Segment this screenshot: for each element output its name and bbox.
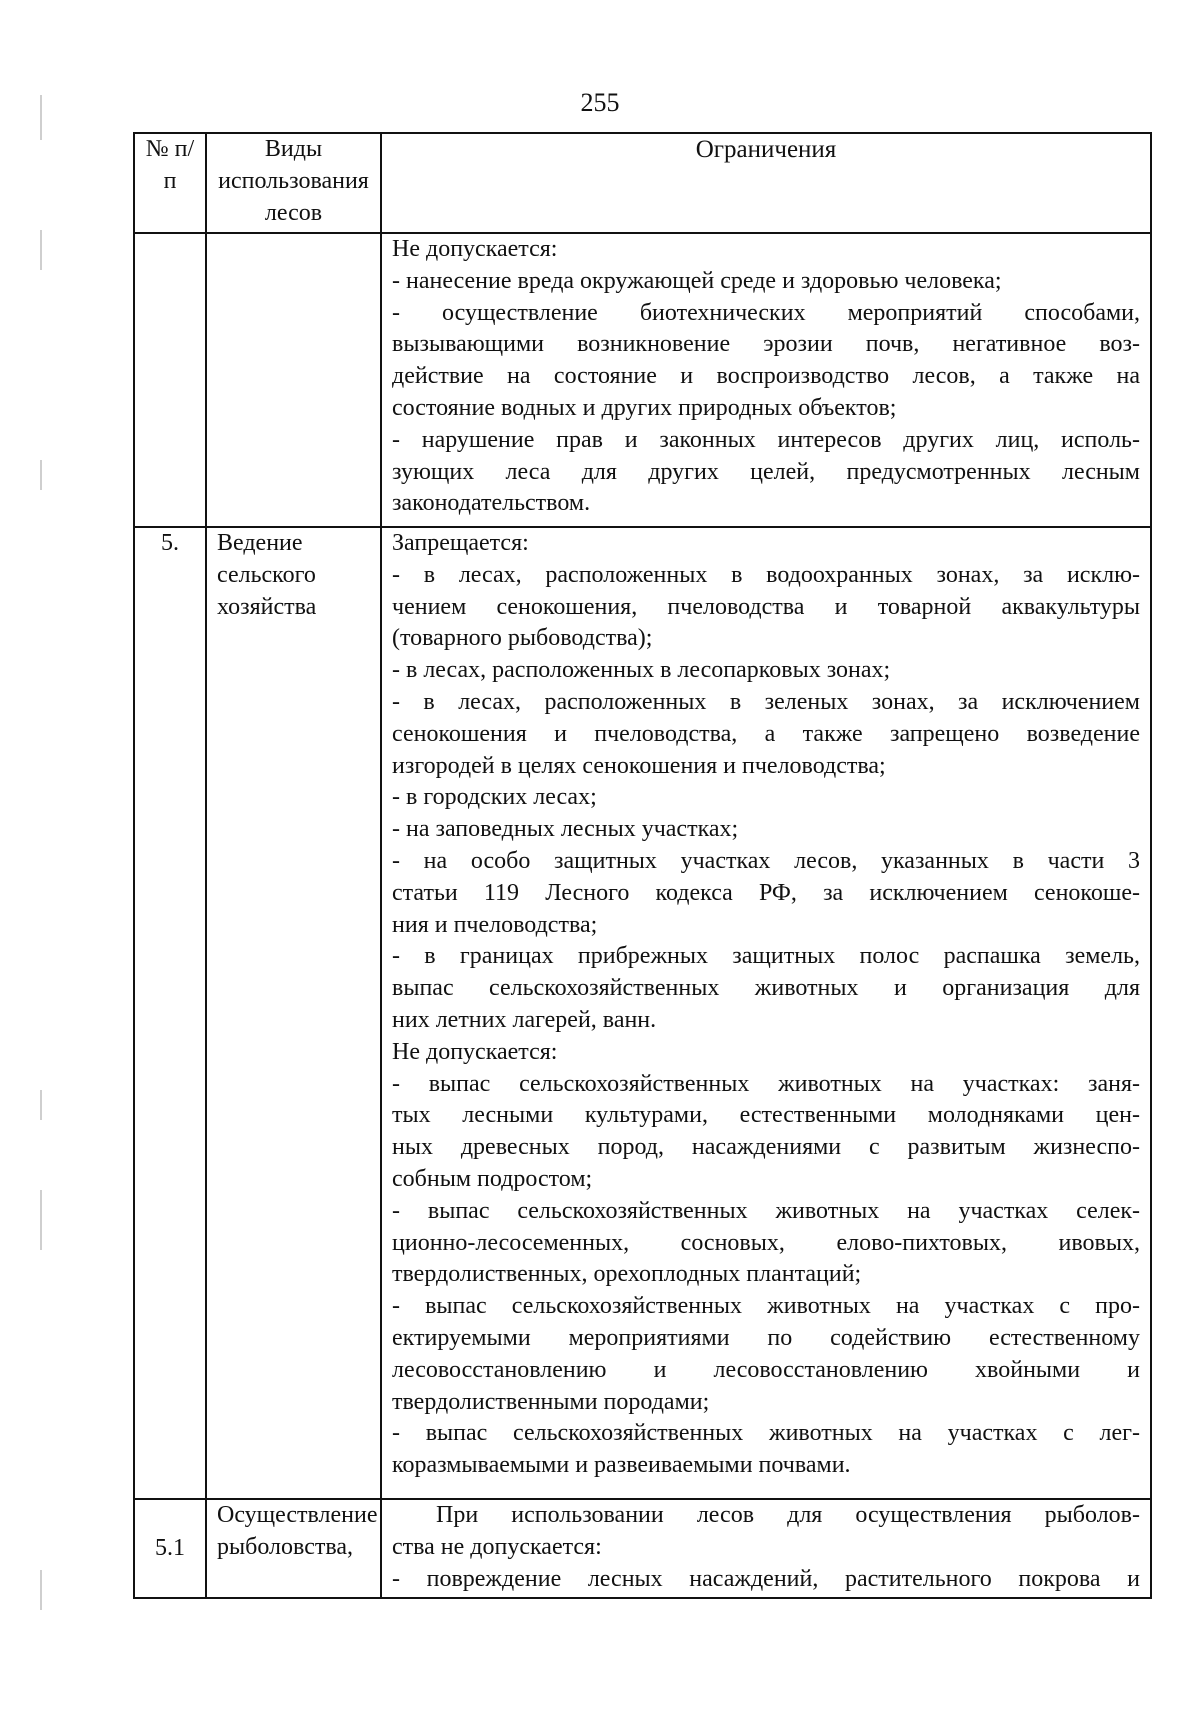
restriction-line: ектируемыми мероприятиями по содействию естественному bbox=[392, 1324, 1140, 1351]
restriction-line: статьи 119 Лесного кодекса РФ, за исключением сенокоше- bbox=[392, 879, 1140, 906]
row-restrictions bbox=[381, 233, 1151, 527]
restriction-line: Не допускается: bbox=[392, 1038, 558, 1065]
restriction-line: действие на состояние и воспроизводство лесов, а также на bbox=[392, 363, 1140, 390]
restriction-line: - в лесах, расположенных в лесопарковых зонах; bbox=[392, 657, 891, 684]
restriction-line: чением сенокошения, пчеловодства и товарной аквакультуры bbox=[392, 593, 1140, 620]
restriction-line: ных древесных пород, насаждениями с развитым жизнеспо- bbox=[392, 1134, 1140, 1161]
restriction-line: изгородей в целях сенокошения и пчеловодства; bbox=[392, 752, 886, 779]
page-number: 255 bbox=[580, 88, 620, 117]
restriction-line: ства не допускается: bbox=[392, 1533, 602, 1560]
restriction-line: - осуществление биотехнических мероприятий способами, bbox=[392, 299, 1140, 326]
table-header-row bbox=[134, 133, 1151, 233]
table-row bbox=[134, 233, 1151, 527]
scan-margin-mark bbox=[40, 1570, 42, 1610]
row-restrictions bbox=[381, 527, 1151, 1499]
row-number: 5. bbox=[134, 527, 206, 1499]
restriction-line: - повреждение лесных насаждений, растительного покрова и bbox=[392, 1565, 1140, 1592]
table-row bbox=[134, 1499, 1151, 1598]
restriction-line: лесовосстановлению и лесовосстановлению хвойными и bbox=[392, 1356, 1140, 1383]
row-restrictions bbox=[381, 1499, 1151, 1598]
restriction-line: твердолиственными породами; bbox=[392, 1388, 710, 1415]
restriction-line: - в границах прибрежных защитных полос распашка земель, bbox=[392, 943, 1140, 970]
scan-margin-mark bbox=[40, 230, 42, 270]
restriction-line: - нанесение вреда окружающей среде и здоровью человека; bbox=[392, 267, 1002, 294]
row-kind: Ведение сельского хозяйства bbox=[206, 527, 381, 1499]
restriction-line: - на особо защитных участках лесов, указанных в части 3 bbox=[392, 847, 1140, 874]
restriction-line: ния и пчеловодства; bbox=[392, 911, 598, 938]
restriction-line: - выпас сельскохозяйственных животных на участках с лег- bbox=[392, 1420, 1140, 1447]
restriction-line: - нарушение прав и законных интересов других лиц, исполь- bbox=[392, 426, 1140, 453]
scan-margin-mark bbox=[40, 1090, 42, 1120]
restriction-line: - в лесах, расположенных в водоохранных зонах, за исклю- bbox=[392, 561, 1140, 588]
restriction-line: состояние водных и других природных объектов; bbox=[392, 394, 897, 421]
restriction-line: ционно-лесосеменных, сосновых, елово-пихтовых, ивовых, bbox=[392, 1229, 1140, 1256]
restriction-line: законодательством. bbox=[392, 490, 591, 517]
restriction-line: Запрещается: bbox=[392, 530, 529, 556]
restriction-line: - выпас сельскохозяйственных животных на участках: заня- bbox=[392, 1070, 1140, 1097]
row-kind bbox=[206, 233, 381, 527]
restriction-line: коразмываемыми и развеиваемыми почвами. bbox=[392, 1452, 851, 1479]
restriction-line: При использовании лесов для осуществления рыболов- bbox=[436, 1502, 1140, 1528]
scan-margin-mark bbox=[40, 1190, 42, 1250]
restriction-line: сенокошения и пчеловодства, а также запрещено возведение bbox=[392, 720, 1140, 747]
restrictions-table bbox=[133, 132, 1152, 1599]
header-kind: Виды использования лесов bbox=[206, 133, 381, 233]
table-row bbox=[134, 527, 1151, 1499]
restriction-line: - выпас сельскохозяйственных животных на участках селек- bbox=[392, 1197, 1140, 1224]
restriction-line: них летних лагерей, ванн. bbox=[392, 1006, 657, 1033]
row-number bbox=[134, 233, 206, 527]
restriction-line: зующих леса для других целей, предусмотренных лесным bbox=[392, 458, 1140, 485]
restriction-line: - выпас сельскохозяйственных животных на участках с про- bbox=[392, 1293, 1140, 1320]
header-number: № п/п bbox=[134, 133, 206, 233]
scan-margin-mark bbox=[40, 460, 42, 490]
row-number: 5.1 bbox=[134, 1499, 206, 1598]
restriction-line: вызывающими возникновение эрозии почв, негативное воз- bbox=[392, 331, 1140, 358]
restriction-line: собным подростом; bbox=[392, 1165, 593, 1192]
restriction-line: твердолиственных, орехоплодных плантаций; bbox=[392, 1261, 862, 1288]
restriction-line: (товарного рыбоводства); bbox=[392, 625, 653, 652]
restriction-line: - в лесах, расположенных в зеленых зонах, за исключением bbox=[392, 688, 1140, 715]
restriction-line: - в городских лесах; bbox=[392, 784, 597, 811]
restriction-line: - на заповедных лесных участках; bbox=[392, 816, 739, 843]
row-kind: Осуществление рыболовства, bbox=[206, 1499, 381, 1598]
restriction-line: Не допускается: bbox=[392, 236, 558, 262]
header-restrictions: Ограничения bbox=[381, 133, 1151, 233]
restriction-line: тых лесными культурами, естественными молодняками цен- bbox=[392, 1102, 1140, 1129]
restriction-line: выпас сельскохозяйственных животных и организация для bbox=[392, 975, 1140, 1002]
